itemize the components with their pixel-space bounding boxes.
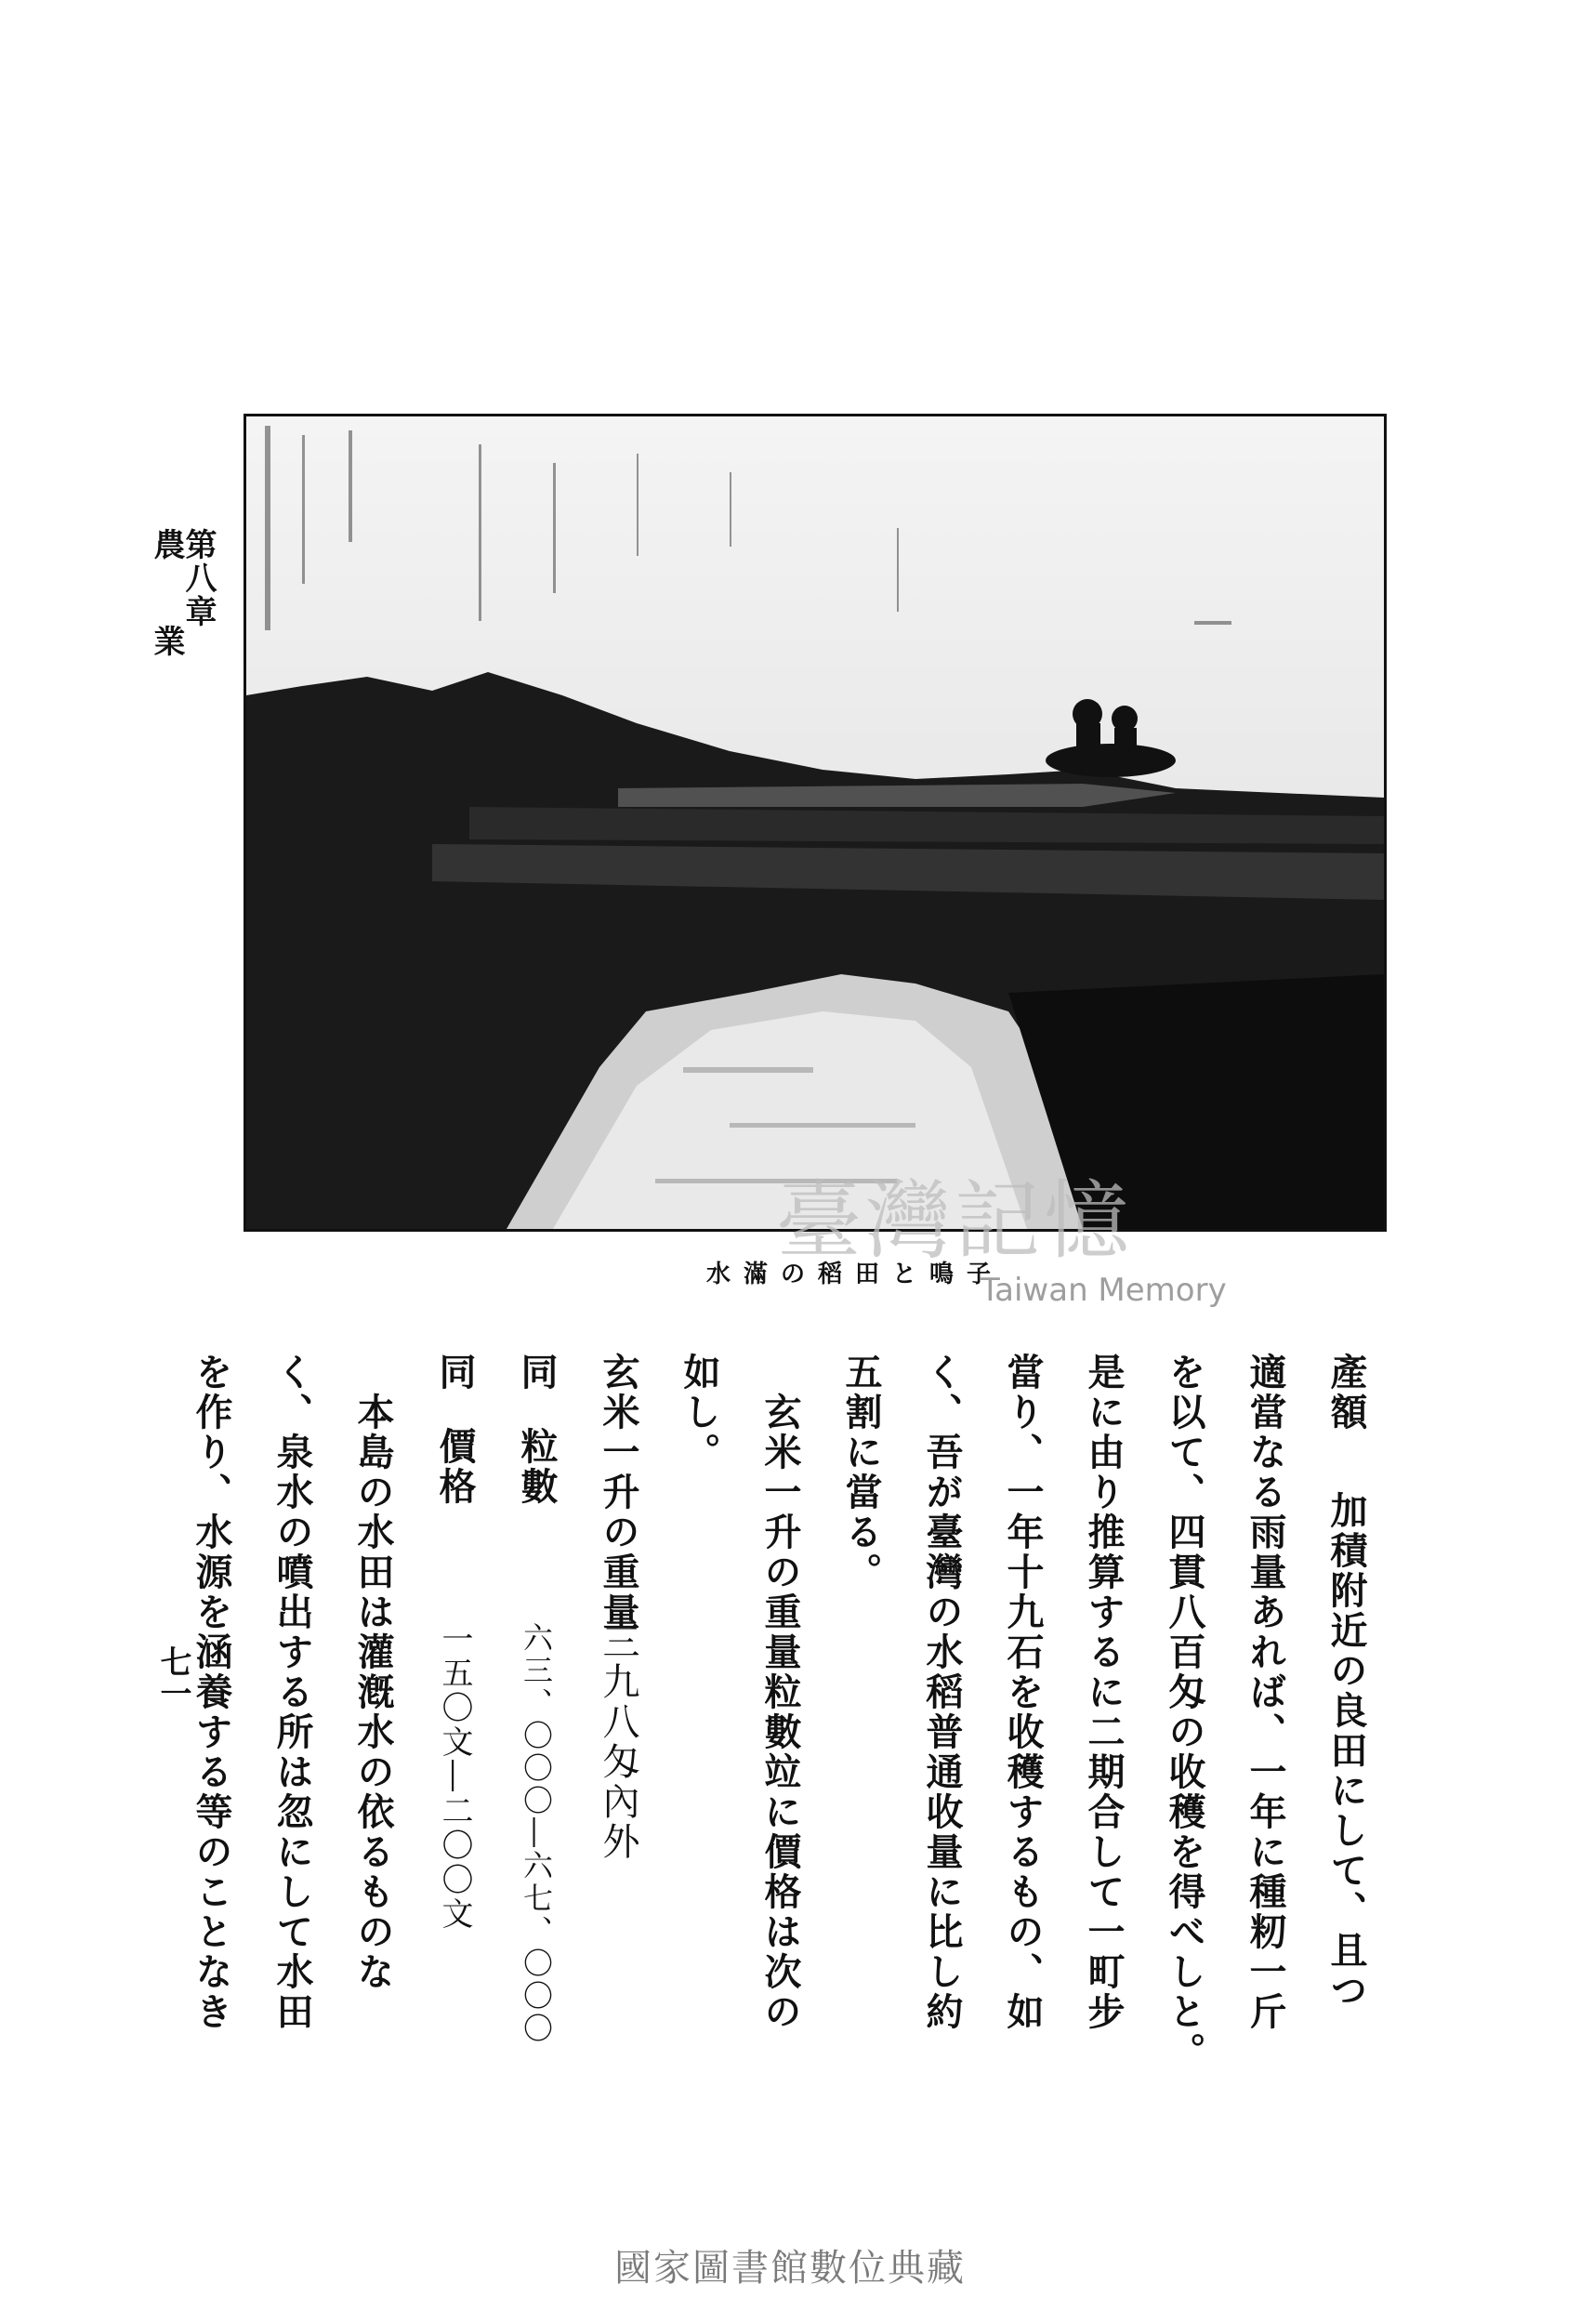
chapter-label: 第八章 (179, 528, 217, 628)
text-column: く、泉水の噴出する所は忽にして水田 (270, 1353, 314, 2032)
watermark-english: Taiwan Memory (981, 1272, 1227, 1309)
row-label: 玄米一升の重量 (597, 1353, 640, 1632)
chapter-title: 農業 (148, 528, 185, 721)
text-column: く、吾が臺灣の水稻普通收量に比し約 (920, 1353, 964, 2032)
text-column: 是に由り推算するに二期合して一町步 (1082, 1353, 1126, 2032)
text-column: 五割に當る。 (839, 1353, 883, 1592)
body-text (190, 1353, 1387, 2072)
row-value: 三九八匁內外 (597, 1622, 639, 1862)
text-column: を作り、水源を涵養する等のことなき (190, 1353, 233, 2032)
table-row (414, 1353, 495, 2050)
table-row (495, 1353, 577, 2050)
photo-caption: 子鳴と田稻の滿水 (705, 1261, 1004, 1288)
text-column: 當り、一年十九石を收穫するもの、如 (1001, 1353, 1045, 2032)
row-sublabel: 價格 (433, 1427, 477, 1507)
text-column: を以て、四貫八百匁の收穫を得べしと。 (1163, 1353, 1206, 2072)
text-column: 玄米一升の重量粒數竝に價格は次の (758, 1393, 802, 2032)
table-row (577, 1353, 659, 2050)
text-column: 如し。 (678, 1353, 721, 1472)
page-number: 七一 (154, 1645, 191, 1709)
text-column: 適當なる雨量あれば、一年に種籾一斤 (1244, 1353, 1287, 2032)
row-value: 一五〇文―二〇〇文 (436, 1622, 473, 1932)
photo-illustration (246, 416, 1384, 1229)
text-column: 產額 加積附近の良田にして、且つ (1324, 1353, 1368, 2011)
section-heading: 產額 (1324, 1353, 1368, 1433)
running-head (148, 528, 217, 721)
watermark-logo: 臺灣記憶 (776, 1171, 1134, 1271)
row-sublabel: 粒數 (515, 1427, 559, 1507)
archive-footer: 國家圖書館數位典藏 (614, 2247, 966, 2290)
row-label: 同 (433, 1353, 477, 1393)
row-label: 同 (515, 1353, 559, 1393)
row-value: 六三、〇〇〇―六七、〇〇〇 (519, 1622, 554, 2045)
rice-paddy-photo (244, 414, 1387, 1232)
text-column: 本島の水田は灌漑水の依るものな (351, 1393, 395, 1992)
